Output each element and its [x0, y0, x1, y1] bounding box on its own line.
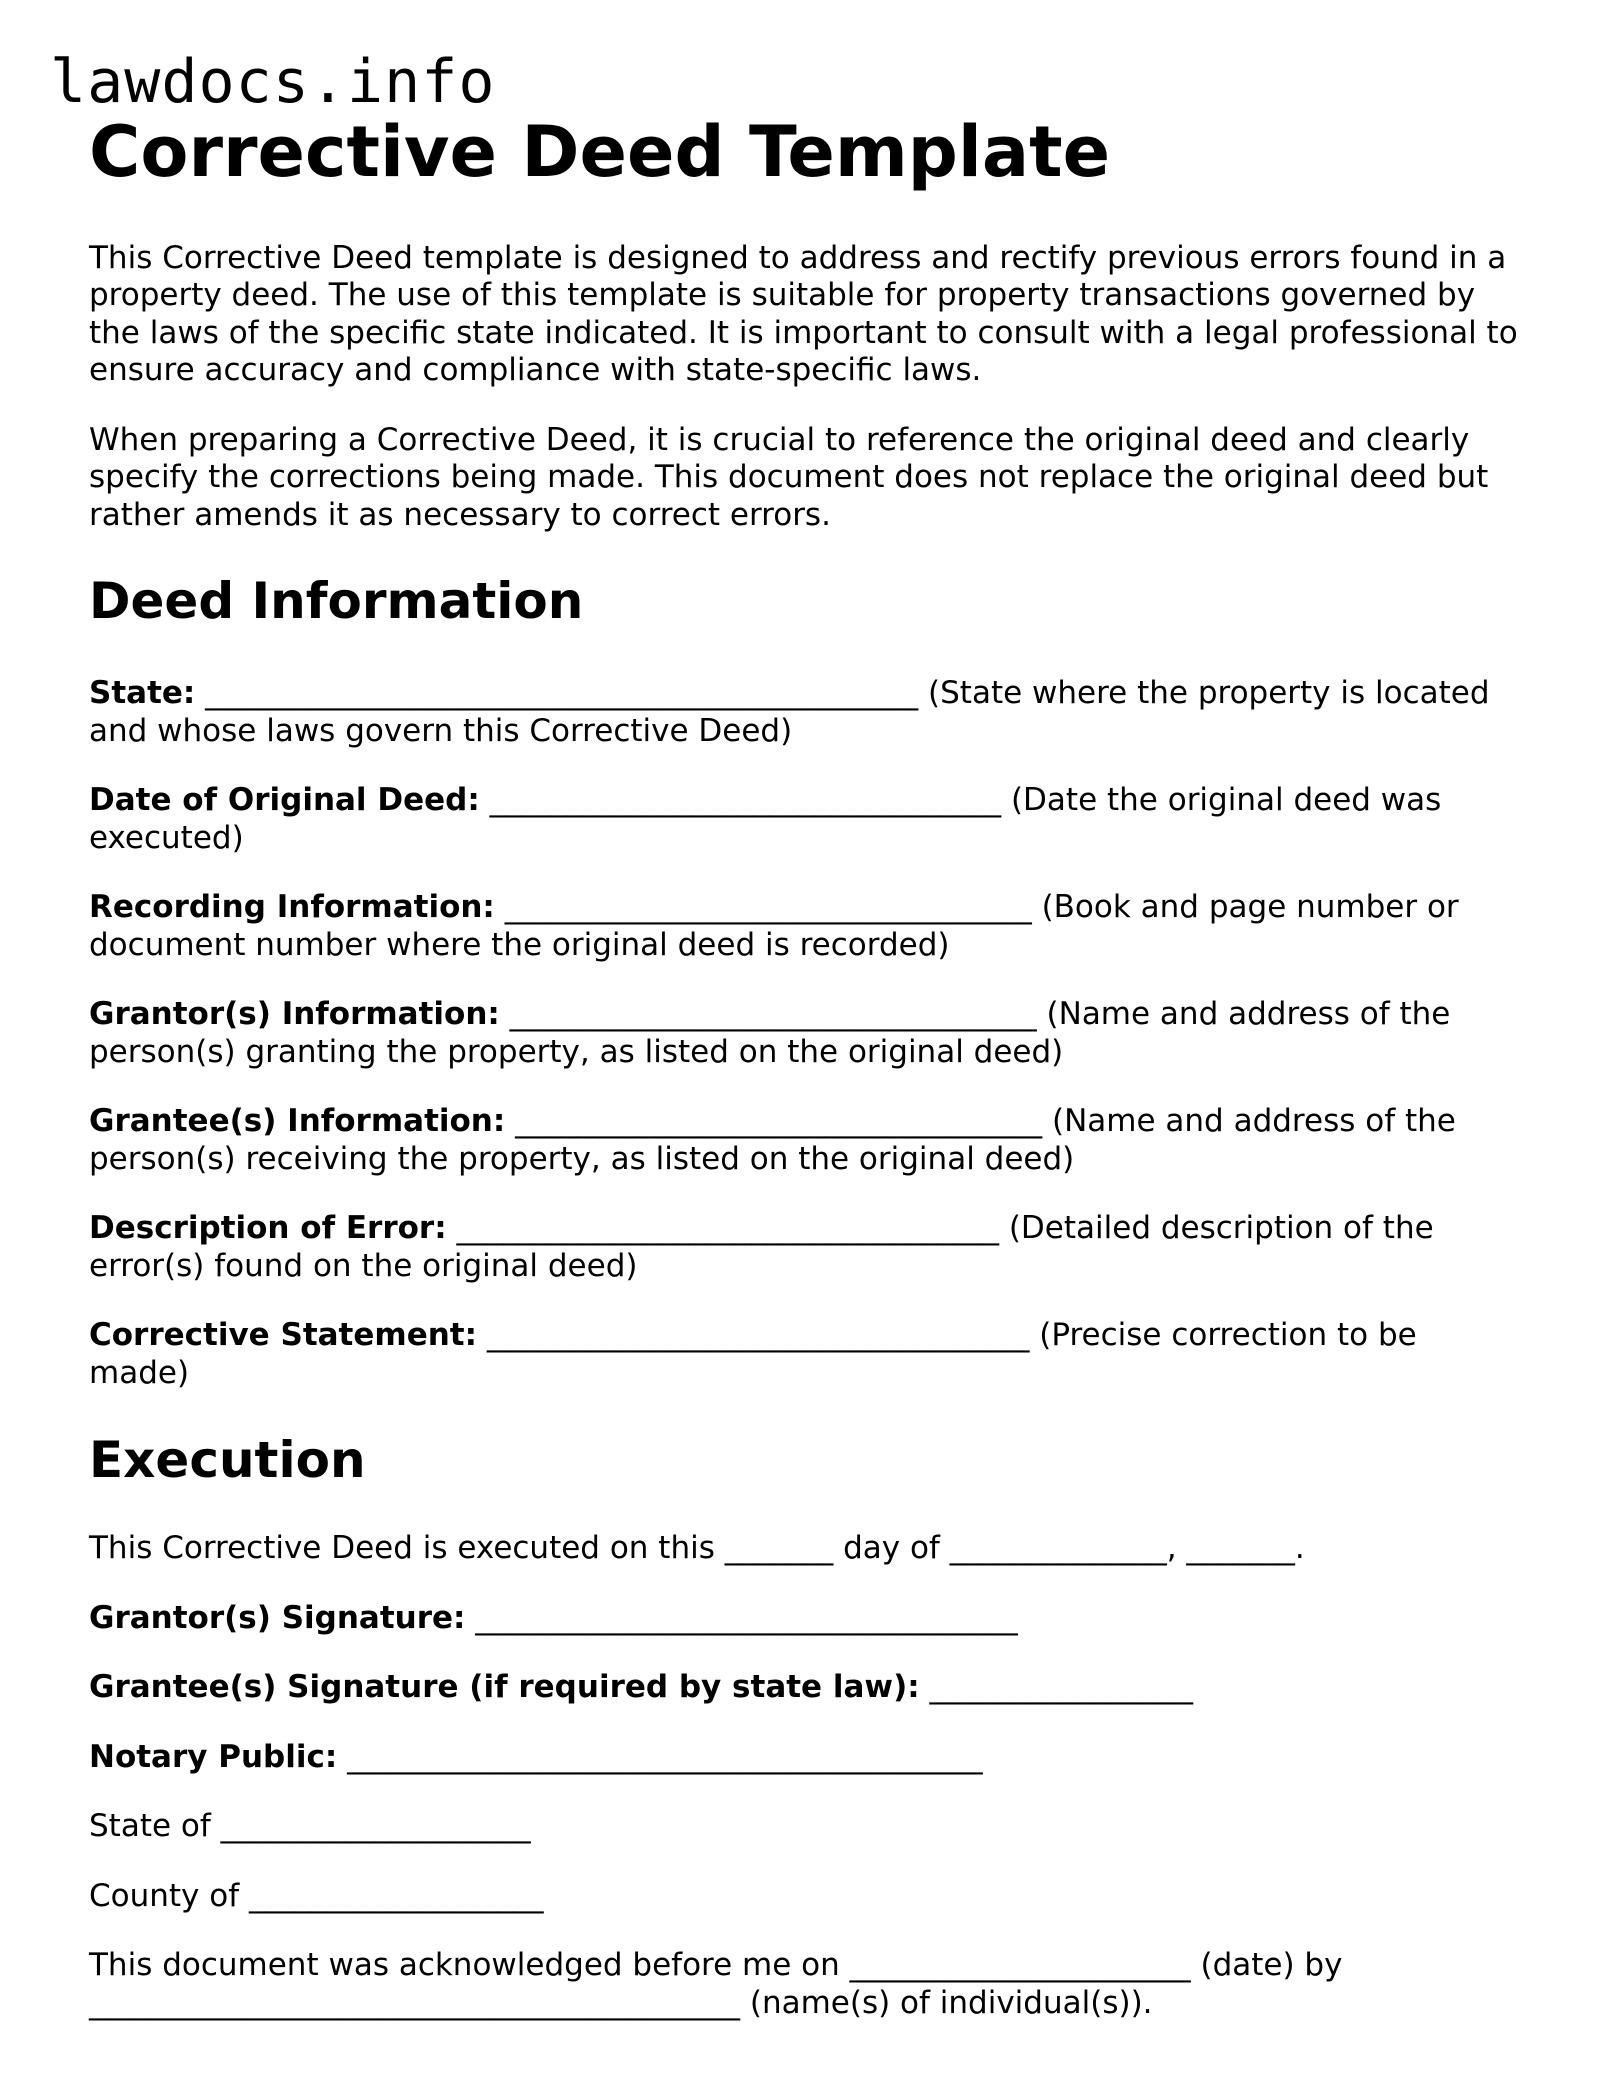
field-label: State:: [89, 675, 196, 711]
field-note: (Date the original deed was executed): [89, 782, 1442, 856]
field-blank[interactable]: ______________________________________________: [205, 675, 919, 711]
field-description-of-error: [89, 1210, 1519, 1285]
field-label: Description of Error:: [89, 1210, 447, 1246]
field-note: (Precise correction to be made): [89, 1317, 1417, 1391]
field-grantee-information: [89, 1103, 1519, 1178]
grantor-signature-label: Grantor(s) Signature:: [89, 1599, 466, 1636]
field-date-of-original-deed: [89, 782, 1519, 857]
field-blank[interactable]: __________________________________: [504, 889, 1032, 925]
grantee-signature-label: Grantee(s) Signature (if required by state law):: [89, 1669, 920, 1705]
field-label: Grantee(s) Information:: [89, 1103, 506, 1139]
notary-public-blank[interactable]: _________________________________________: [347, 1738, 983, 1775]
document-page: [89, 112, 1519, 2054]
field-note: (State where the property is located and whose laws govern this Corrective Deed): [89, 675, 1490, 749]
intro-paragraph-2: When preparing a Corrective Deed, it is crucial to reference the original deed and clearly specify the corrections being made. This document does not replace the original deed but rather amends it as necessary to correct errors.: [89, 421, 1489, 533]
state-of-line[interactable]: State of ____________________: [89, 1808, 531, 1844]
field-grantor-information: [89, 996, 1519, 1071]
field-note: (Book and page number or document number where the original deed is recorded): [89, 889, 1459, 963]
field-note: (Detailed description of the error(s) found on the original deed): [89, 1210, 1434, 1284]
field-label: Grantor(s) Information:: [89, 996, 500, 1032]
grantee-signature-line: [89, 1669, 1519, 1707]
document-title: Corrective Deed Template: [89, 111, 1111, 193]
field-state: [89, 675, 1519, 750]
grantee-signature-blank[interactable]: _________________: [929, 1669, 1193, 1705]
field-label: Date of Original Deed:: [89, 782, 480, 818]
site-watermark: lawdocs.info: [50, 47, 496, 117]
intro-paragraph-1: This Corrective Deed template is designed to address and rectify previous errors found in a property deed. The use of this template is suitable for property transactions governed by the laws of the specific state indicated. It is important to consult with a legal professional to ensure accuracy and compliance with state-specific laws.: [89, 239, 1518, 388]
field-recording-information: [89, 889, 1519, 964]
field-label: Recording Information:: [89, 889, 495, 925]
deed-information-heading: Deed Information: [89, 572, 584, 630]
field-label: Corrective Statement:: [89, 1317, 478, 1353]
field-blank[interactable]: __________________________________: [509, 996, 1037, 1032]
grantor-signature-line: [89, 1600, 1519, 1638]
field-note: (Name and address of the person(s) receiving the property, as listed on the original deed): [89, 1103, 1456, 1177]
county-of-line[interactable]: County of ___________________: [89, 1877, 544, 1914]
grantor-signature-blank[interactable]: ___________________________________: [475, 1599, 1018, 1636]
field-blank[interactable]: ___________________________________: [456, 1210, 999, 1246]
field-blank[interactable]: __________________________________: [515, 1103, 1043, 1139]
field-corrective-statement: [89, 1317, 1519, 1392]
executed-date-line[interactable]: This Corrective Deed is executed on this _______ day of ______________, _______.: [89, 1530, 1305, 1566]
field-blank[interactable]: _________________________________: [489, 782, 1002, 818]
notary-public-label: Notary Public:: [89, 1738, 338, 1775]
field-blank[interactable]: ___________________________________: [486, 1317, 1030, 1353]
execution-heading: Execution: [89, 1431, 366, 1489]
notary-public-line: [89, 1739, 1519, 1777]
acknowledgement-paragraph[interactable]: This document was acknowledged before me on ______________________ (date) by __________________________________________ (name(s) of individual(s)).: [89, 1947, 1343, 2021]
field-note: (Name and address of the person(s) granting the property, as listed on the original deed): [89, 996, 1451, 1070]
